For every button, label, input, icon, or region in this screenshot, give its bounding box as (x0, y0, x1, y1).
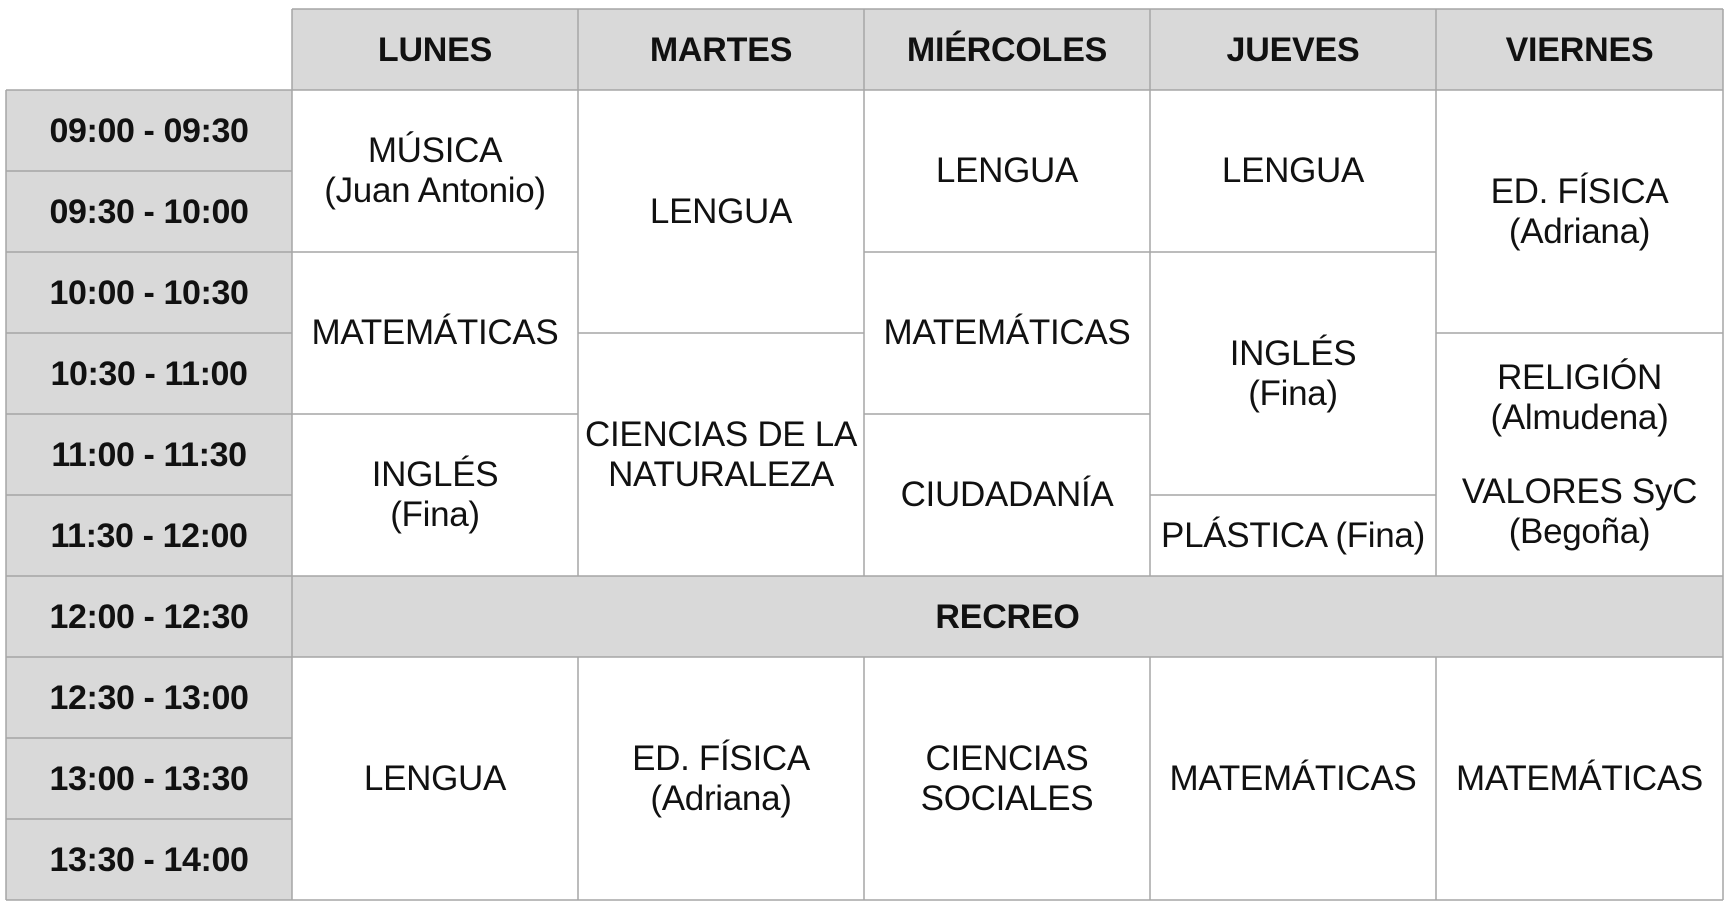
subject-name: ED. FÍSICA (632, 738, 810, 778)
class-cell-martes-ciencias-naturaleza (578, 333, 864, 576)
day-header-miercoles: MIÉRCOLES (906, 30, 1108, 69)
break-label: RECREO (935, 597, 1080, 636)
class-cell-lunes-ingles (292, 414, 578, 576)
subject-name: LENGUA (1221, 151, 1365, 190)
time-slot-label: 13:30 - 14:00 (49, 840, 249, 879)
time-slot-label: 09:00 - 09:30 (49, 111, 249, 150)
teacher-name: (Fina) (390, 495, 480, 534)
class-cell-miercoles-ciudadania (864, 414, 1150, 576)
subject-name: CIUDADANÍA (900, 475, 1114, 514)
subject-name: LENGUA (935, 151, 1079, 190)
subject-name-line: NATURALEZA (608, 454, 834, 494)
class-cell-lunes-lengua (292, 657, 578, 900)
day-header-viernes: VIERNES (1505, 30, 1654, 69)
subject-name: PLÁSTICA (Fina) (1161, 515, 1425, 555)
class-cell-jueves-ingles (1150, 252, 1436, 495)
day-header-lunes: LUNES (377, 30, 493, 69)
teacher-name: (Adriana) (650, 778, 792, 818)
time-slot-label: 11:00 - 11:30 (51, 435, 247, 474)
class-cell-lunes-matematicas (292, 252, 578, 414)
day-header-jueves: JUEVES (1226, 30, 1360, 69)
teacher-name: (Begoña) (1508, 511, 1651, 551)
subject-name: MATEMÁTICAS (883, 313, 1131, 352)
class-cell-lunes-musica (292, 90, 578, 252)
class-cell-viernes-religion-valores (1436, 333, 1723, 576)
subject-name: MATEMÁTICAS (311, 313, 559, 352)
subject-name: MÚSICA (367, 131, 503, 170)
subject-name: ED. FÍSICA (1490, 171, 1669, 211)
teacher-name: (Juan Antonio) (324, 171, 546, 210)
time-slot-label: 11:30 - 12:00 (50, 516, 248, 555)
subject-name-line: SOCIALES (920, 778, 1094, 818)
time-slot-label: 10:00 - 10:30 (49, 273, 249, 312)
day-header-martes: MARTES (649, 30, 793, 69)
subject-name: MATEMÁTICAS (1456, 758, 1703, 798)
class-cell-miercoles-ciencias-sociales (864, 657, 1150, 900)
subject-name-line: CIENCIAS DE LA (585, 414, 857, 454)
teacher-name: (Adriana) (1508, 211, 1651, 251)
teacher-name: (Almudena) (1490, 397, 1669, 437)
subject-name: MATEMÁTICAS (1169, 758, 1417, 798)
subject-name: VALORES SyC (1461, 471, 1698, 511)
class-cell-miercoles-lengua (864, 90, 1150, 252)
teacher-name: (Fina) (1248, 373, 1338, 413)
time-slot-label: 09:30 - 10:00 (49, 192, 249, 231)
class-cell-jueves-plastica (1150, 495, 1436, 576)
class-cell-martes-lengua (578, 90, 864, 333)
class-cell-martes-ed-fisica (578, 657, 864, 900)
class-cell-viernes-ed-fisica (1436, 90, 1723, 333)
time-slot-label: 12:00 - 12:30 (49, 597, 249, 636)
class-cell-jueves-lengua (1150, 90, 1436, 252)
subject-name: INGLÉS (371, 455, 499, 494)
subject-name: RELIGIÓN (1497, 357, 1662, 397)
class-cell-miercoles-matematicas (864, 252, 1150, 414)
time-slot-label: 12:30 - 13:00 (49, 678, 249, 717)
subject-name: LENGUA (363, 758, 507, 798)
class-cell-jueves-matematicas (1150, 657, 1436, 900)
subject-name: INGLÉS (1229, 333, 1357, 373)
time-slot-label: 10:30 - 11:00 (50, 354, 248, 393)
subject-name: LENGUA (649, 191, 793, 231)
time-slot-label: 13:00 - 13:30 (49, 759, 249, 798)
subject-name-line: CIENCIAS (925, 738, 1089, 778)
class-cell-viernes-matematicas (1436, 657, 1723, 900)
